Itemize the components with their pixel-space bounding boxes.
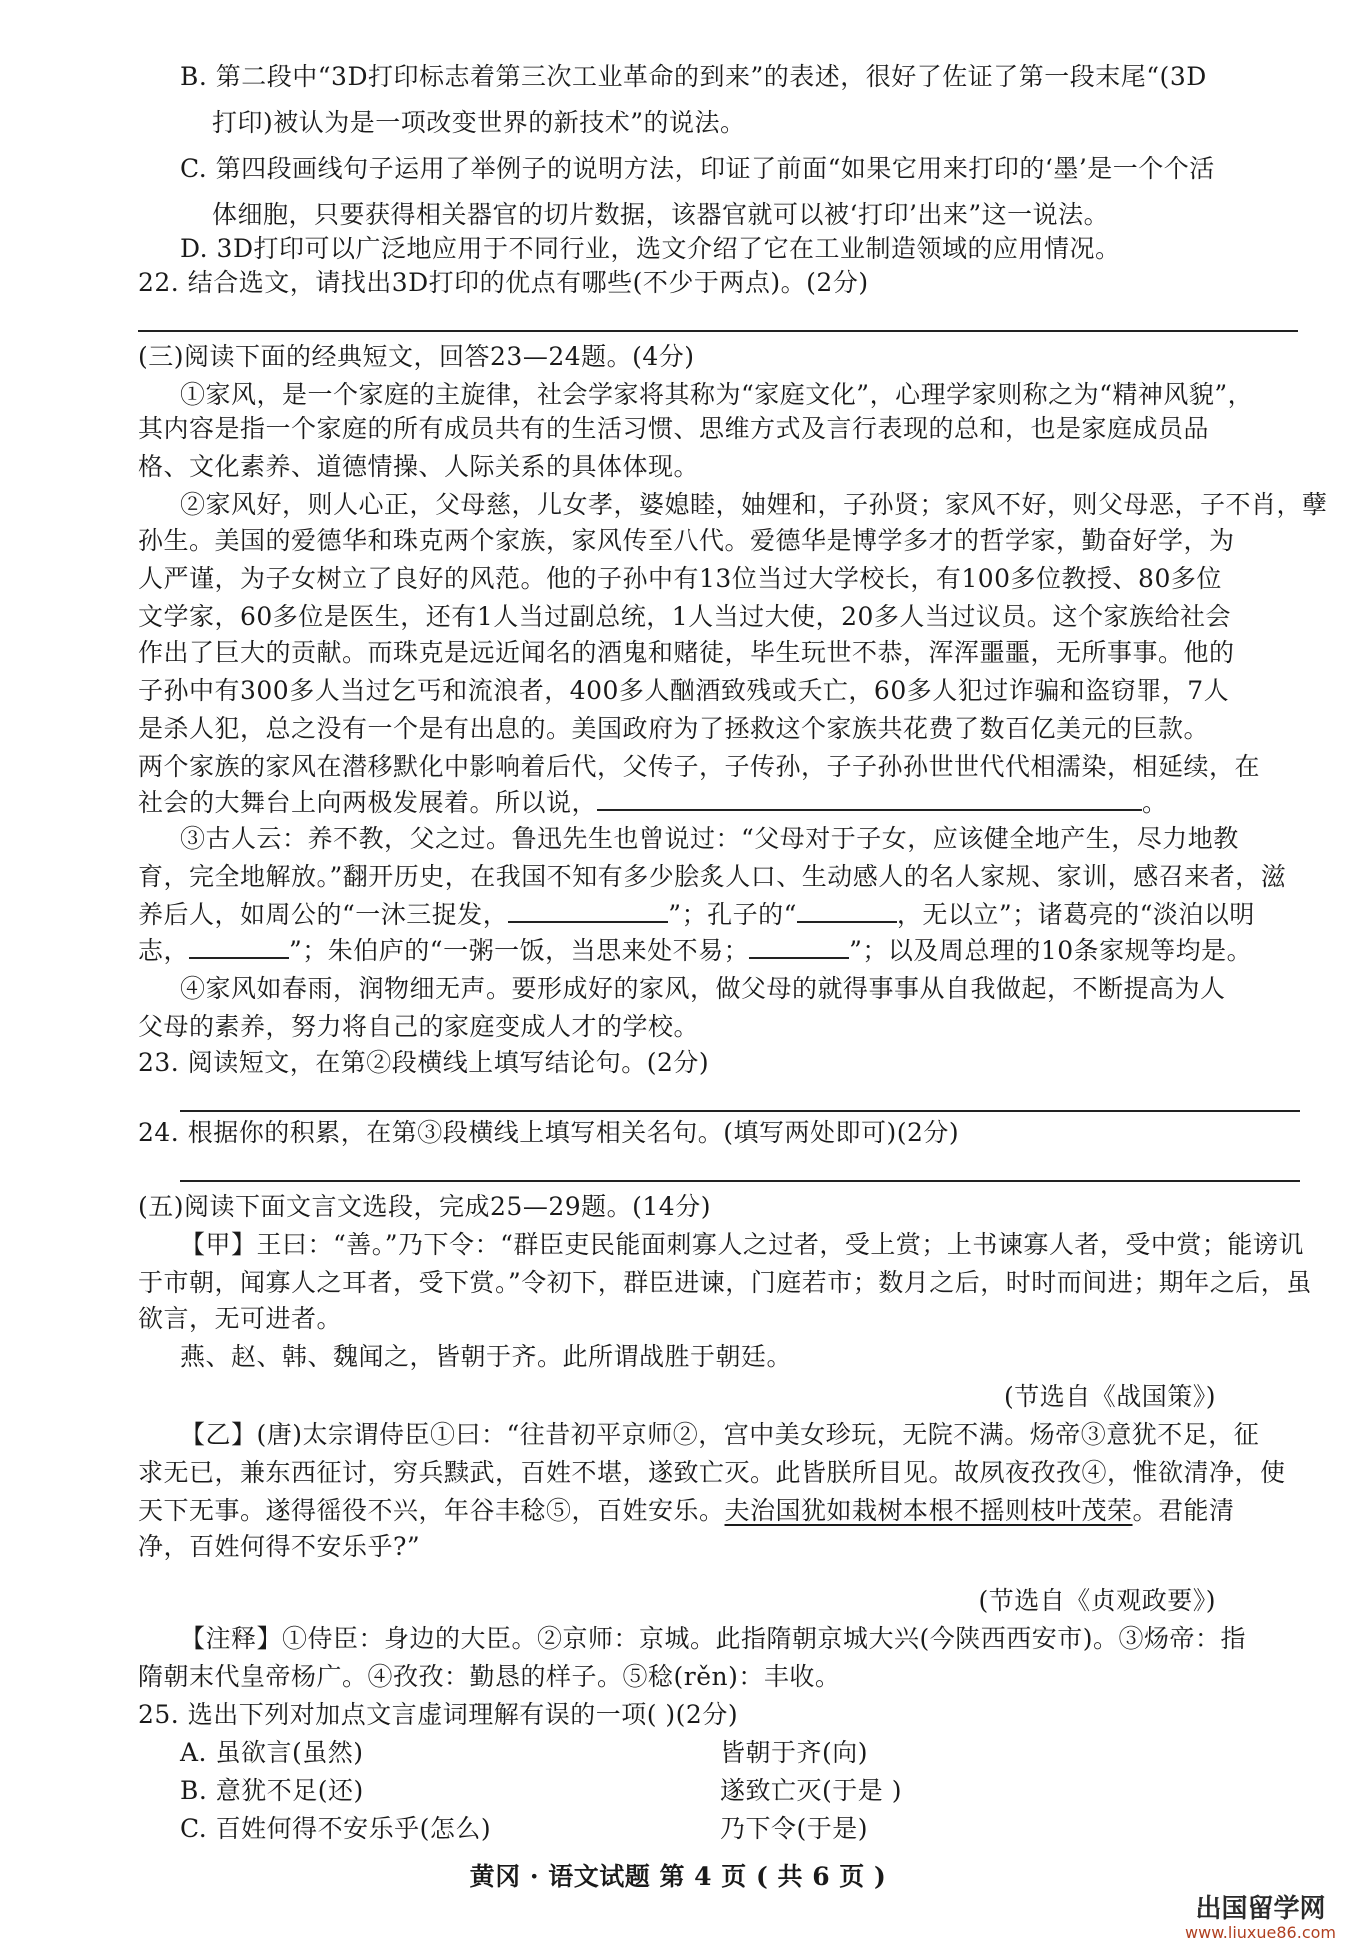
site-watermark (1185, 1894, 1336, 1942)
s3-p2-line5: 作出了巨大的贡献。而珠克是远近闻名的酒鬼和赌徒，毕生玩世不恭，浑浑噩噩，无所事事。他的 (138, 638, 1235, 667)
s3-p2-period: 。 (1142, 788, 1168, 817)
yi-line1: 【乙】(唐)太宗谓侍臣①曰：“往昔初平京师②，宫中美女珍玩，无院不满。炀帝③意犹不足，征 (180, 1420, 1260, 1449)
yi-line3 (138, 1494, 1235, 1528)
watermark-name: 出国留学网 (1195, 1894, 1326, 1924)
s3-p3-l4-text-a: 志， (138, 936, 190, 965)
s3-p4-line1: ④家风如春雨，润物细无声。要形成好的家风，做父母的就得事事从自我做起，不断提高为人 (180, 974, 1226, 1003)
s3-p2-line3: 人严谨，为子女树立了良好的风范。他的子孙中有13位当过大学校长，有100多位教授、80多位 (138, 564, 1222, 593)
s3-p2-line7: 是杀人犯，总之没有一个是有出息的。美国政府为了拯救这个家族共花费了数百亿美元的巨款。 (138, 714, 1210, 743)
yi-line2: 求无已，兼东西征讨，穷兵黩武，百姓不堪，遂致亡灭。此皆朕所目见。故夙夜孜孜④，惟欲清净，使 (138, 1458, 1286, 1487)
s3-p2-line8: 两个家族的家风在潜移默化中影响着后代，父传子，子传孙，子子孙孙世世代代相濡染，相延续，在 (138, 752, 1261, 781)
quote-blank-3[interactable] (189, 935, 289, 959)
answer-line-23 (180, 1110, 1300, 1112)
s3-p3-line1: ③古人云：养不教，父之过。鲁迅先生也曾说过：“父母对于子女，应该健全地产生，尽力地教 (180, 824, 1239, 853)
q21-option-c-line1: C. 第四段画线句子运用了举例子的说明方法，印证了前面“如果它用来打印的‘墨’是一个个活 (180, 154, 1215, 183)
question-22: 22. 结合选文，请找出3D打印的优点有哪些(不少于两点)。(2分) (138, 268, 869, 297)
jia-line3: 欲言，无可进者。 (138, 1304, 343, 1333)
yi-line4: 净，百姓何得不安乐乎?” (138, 1532, 421, 1561)
q25-option-b-pair: 遂致亡灭(于是 ) (720, 1776, 902, 1805)
jia-source: (节选自《战国策》) (1003, 1382, 1216, 1411)
quote-blank-4[interactable] (749, 935, 849, 959)
jia-line1: 【甲】王曰：“善。”乃下令：“群臣吏民能面刺寡人之过者，受上赏；上书谏寡人者，受中赏；能谤讥 (180, 1230, 1304, 1259)
s3-p3-l4-text-c: ”；以及周总理的10条家规等均是。 (849, 936, 1253, 965)
q25-option-a-pair: 皆朝于齐(向) (720, 1738, 869, 1767)
question-23: 23. 阅读短文，在第②段横线上填写结论句。(2分) (138, 1048, 710, 1077)
s3-p2-last-text: 社会的大舞台上向两极发展着。所以说， (138, 788, 598, 817)
quote-blank-2[interactable] (797, 899, 897, 923)
s3-p2-line6: 子孙中有300多人当过乞丐和流浪者，400多人酗酒致残或夭亡，60多人犯过诈骗和盗窃罪，7人 (138, 676, 1230, 705)
q21-option-c-line2: 体细胞，只要获得相关器官的切片数据，该器官就可以被‘打印’出来”这一说法。 (212, 200, 1110, 229)
s3-p1-line2: 其内容是指一个家庭的所有成员共有的生活习惯、思维方式及言行表现的总和，也是家庭成员品 (138, 414, 1210, 443)
q25-option-c: C. 百姓何得不安乐乎(怎么) (180, 1814, 492, 1843)
q21-option-b-line1: B. 第二段中“3D打印标志着第三次工业革命的到来”的表述，很好了佐证了第一段末尾“(3D (180, 62, 1207, 91)
q25-option-a: A. 虽欲言(虽然) (180, 1738, 364, 1767)
q25-option-c-pair: 乃下令(于是) (720, 1814, 869, 1843)
notes-line2: 隋朝末代皇帝杨广。④孜孜：勤恳的样子。⑤稔(rěn)：丰收。 (138, 1662, 841, 1691)
section-3-heading: (三)阅读下面的经典短文，回答23—24题。(4分) (138, 342, 695, 371)
question-24: 24. 根据你的积累，在第③段横线上填写相关名句。(填写两处即可)(2分) (138, 1118, 960, 1147)
yi-source: (节选自《贞观政要》) (978, 1586, 1216, 1615)
yi-l3-text-a: 天下无事。遂得徭役不兴，年谷丰稔⑤，百姓安乐。 (138, 1496, 725, 1525)
yi-underlined-sentence: 夫治国犹如栽树本根不摇则枝叶茂荣 (724, 1496, 1133, 1525)
s3-p4-line2: 父母的素养，努力将自己的家庭变成人才的学校。 (138, 1012, 700, 1041)
answer-line-22 (138, 330, 1298, 332)
q21-option-b-line2: 打印)被认为是一项改变世界的新技术”的说法。 (212, 108, 746, 137)
s3-p2-line4: 文学家，60多位是医生，还有1人当过副总统，1人当过大使，20多人当过议员。这个家族给社会 (138, 602, 1231, 631)
jia-line2: 于市朝，闻寡人之耳者，受下赏。”令初下，群臣进谏，门庭若市；数月之后，时时而间进；期年之后，虽 (138, 1268, 1312, 1297)
s3-p3-l3-text-c: ，无以立”；诸葛亮的“淡泊以明 (896, 900, 1255, 929)
q25-option-b: B. 意犹不足(还) (180, 1776, 364, 1805)
s3-p3-line2: 育，完全地解放。”翻开历史，在我国不知有多少脍炙人口、生动感人的名人家规、家训，感召来者，滋 (138, 862, 1287, 891)
question-25: 25. 选出下列对加点文言虚词理解有误的一项( )(2分) (138, 1700, 739, 1729)
page-footer: 黄冈 · 语文试题 第 4 页 ( 共 6 页 ) (469, 1862, 887, 1891)
s3-p1-line1: ①家风，是一个家庭的主旋律，社会学家将其称为“家庭文化”，心理学家则称之为“精神风貌”， (180, 380, 1254, 409)
s3-p2-line1: ②家风好，则人心正，父母慈，儿女孝，婆媳睦，妯娌和，子孙贤；家风不好，则父母恶，子不肖，孽 (180, 490, 1328, 519)
jia-line4: 燕、赵、韩、魏闻之，皆朝于齐。此所谓战胜于朝廷。 (180, 1342, 793, 1371)
conclusion-blank[interactable] (597, 787, 1142, 811)
section-5-heading: (五)阅读下面文言文选段，完成25—29题。(14分) (138, 1192, 711, 1221)
yi-l3-text-b: 。君能清 (1132, 1496, 1235, 1525)
s3-p3-line4 (138, 934, 1252, 968)
answer-line-24 (180, 1180, 1300, 1182)
watermark-url: www.liuxue86.com (1185, 1923, 1336, 1942)
q21-option-d: D. 3D打印可以广泛地应用于不同行业，选文介绍了它在工业制造领域的应用情况。 (180, 234, 1121, 263)
s3-p2-line9 (138, 786, 1168, 820)
s3-p3-l3-text-b: ”；孔子的“ (668, 900, 797, 929)
s3-p2-line2: 孙生。美国的爱德华和珠克两个家族，家风传至八代。爱德华是博学多才的哲学家，勤奋好学，为 (138, 526, 1235, 555)
s3-p1-line3: 格、文化素养、道德情操、人际关系的具体体现。 (138, 452, 700, 481)
s3-p3-line3 (138, 898, 1255, 932)
notes-line1: 【注释】①侍臣：身边的大臣。②京师：京城。此指隋朝京城大兴(今陕西西安市)。③炀帝：指 (180, 1624, 1247, 1653)
s3-p3-l4-text-b: ”；朱伯庐的“一粥一饭，当思来处不易； (289, 936, 750, 965)
s3-p3-l3-text-a: 养后人，如周公的“一沐三捉发， (138, 900, 509, 929)
quote-blank-1[interactable] (508, 899, 668, 923)
